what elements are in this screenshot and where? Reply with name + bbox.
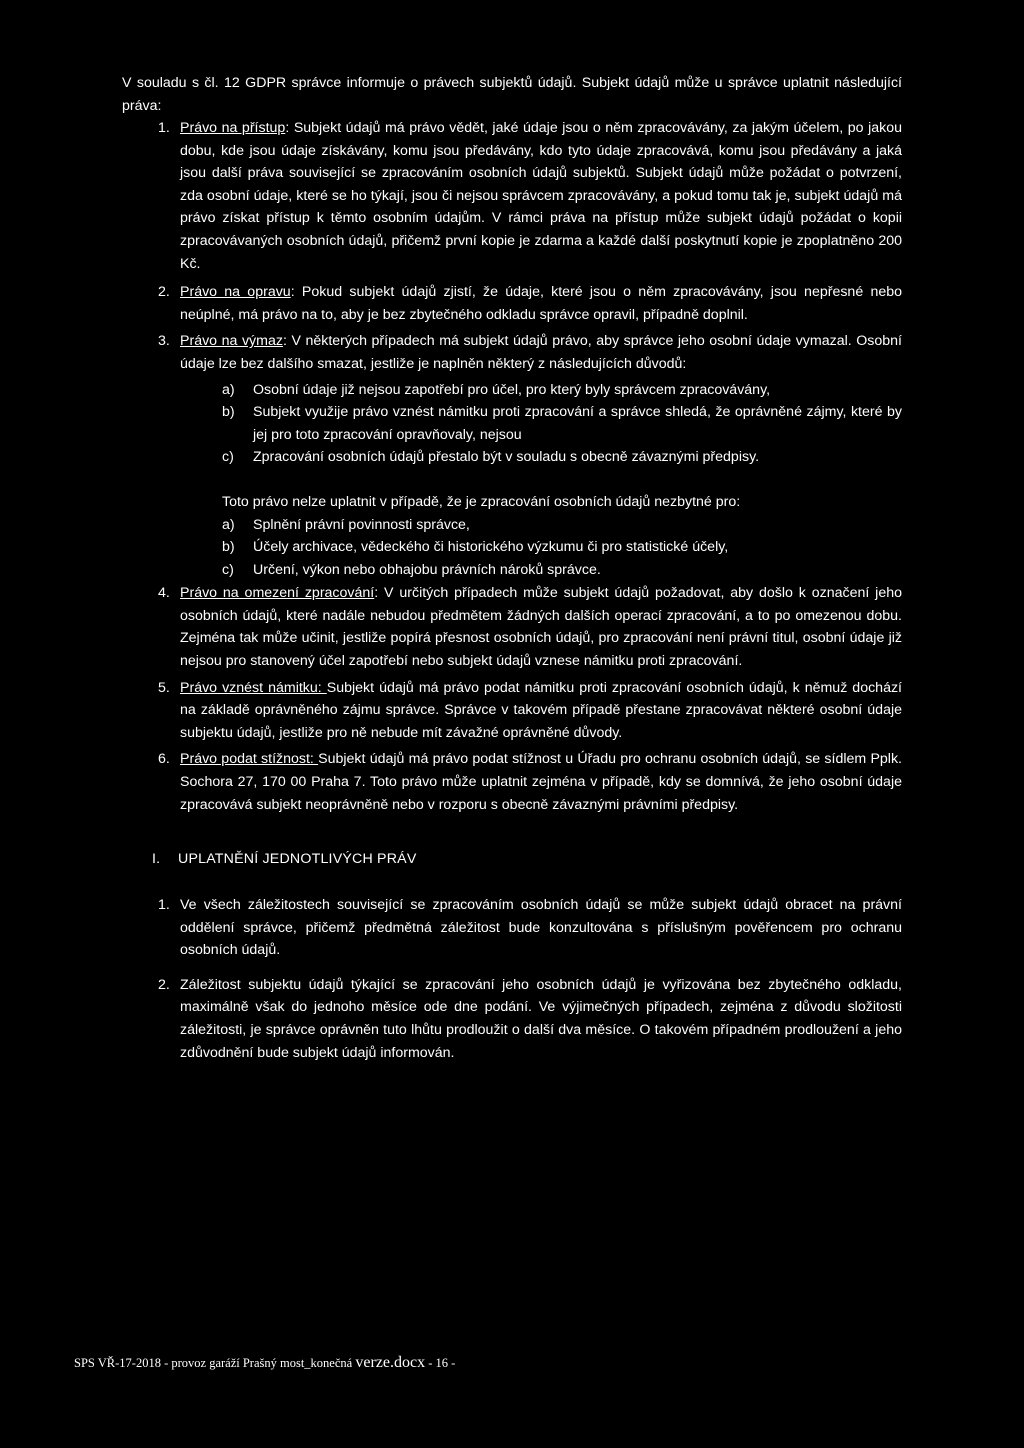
right-text: Pokud subjekt údajů zjistí, že údaje, které jsou o něm zpracovávány, jsou nepřesné nebo neúplné, má právo na to, aby je bez zbytečného odkladu správce opravil, případně doplnil. bbox=[180, 284, 903, 323]
list-item bbox=[222, 559, 902, 582]
item-number: 1. bbox=[158, 897, 170, 913]
right-separator: : bbox=[282, 333, 292, 350]
right-text: V některých případech má subjekt údajů právo, aby správce jeho osobní údaje vymazal. Osobní údaje lze bez dalšího smazat, jestliže je naplněn některý z následujících důvodů: bbox=[180, 333, 902, 372]
item-text: Ve všech záležitostech související se zpracováním osobních údajů se může subjekt údajů obracet na právní oddělení správce, přičemž předmětná záležitost bude konzultována s příslušným pověřencem pro ochranu osobních údajů. bbox=[180, 897, 902, 959]
rights-list bbox=[158, 117, 902, 817]
item-number: 6. bbox=[158, 751, 170, 768]
right-title: Právo vznést námitku: bbox=[180, 679, 327, 696]
right-text: Subjekt údajů má právo podat námitku proti zpracování osobních údajů, k němuž dochází na základě oprávněného zájmu správce. Správce v takovém případě přestane zpracovávat některé osobní údaje subjektu údajů, jestliže pro ně nebude mít závažné oprávněné důvody. bbox=[180, 679, 902, 741]
item-number: 3. bbox=[158, 333, 170, 350]
right-item-rectification bbox=[158, 281, 902, 326]
right-item-complaint bbox=[158, 748, 902, 816]
list-text: Osobní údaje již nejsou zapotřebí pro účel, pro který byly správcem zpracovávány, bbox=[253, 381, 771, 398]
list-letter: a) bbox=[222, 381, 235, 398]
list-item bbox=[222, 379, 902, 402]
right-item-objection bbox=[158, 677, 902, 745]
section-number: I. bbox=[152, 851, 161, 867]
right-title: Právo na opravu bbox=[180, 284, 291, 301]
list-item bbox=[222, 514, 902, 537]
right-title: Právo na přístup bbox=[180, 120, 286, 136]
item-text: Záležitost subjektu údajů týkající se zpracování jeho osobních údajů je vyřizována bez zbytečného odkladu, maximálně však do jednoho měsíce ode dne podání. Ve výjimečných případech, zejména z důvodu složitosti záležitosti, je správce oprávněn tuto lhůtu prodloužit o další dva měsíce. O takovém případném prodloužení a jeho zdůvodnění bude subjekt údajů informován. bbox=[180, 976, 902, 1061]
right-title: Právo na výmaz bbox=[180, 333, 283, 350]
erasure-exception-intro: Toto právo nelze uplatnit v případě, že je zpracování osobních údajů nezbytné pro: bbox=[222, 493, 741, 510]
list-text: Splnění právní povinnosti správce, bbox=[253, 516, 470, 533]
list-text: Účely archivace, vědeckého či historického výzkumu či pro statistické účely, bbox=[253, 539, 729, 556]
item-number: 1. bbox=[158, 120, 170, 136]
section-heading bbox=[152, 848, 417, 871]
list-letter: b) bbox=[222, 404, 235, 421]
list-text: Subjekt využije právo vznést námitku proti zpracování a správce shledá, že oprávněné zájmy, které by jej pro toto zpracování opravňovaly, nejsou bbox=[253, 404, 902, 443]
footer-text: SPS VŘ-17-2018 - provoz garáží Prašný most_konečná bbox=[74, 1356, 356, 1370]
item-number: 4. bbox=[158, 585, 170, 602]
section-title: UPLATNĚNÍ JEDNOTLIVÝCH PRÁV bbox=[178, 851, 417, 867]
right-title: Právo podat stížnost: bbox=[180, 751, 319, 768]
list-letter: c) bbox=[222, 449, 234, 466]
section-item bbox=[158, 974, 902, 1064]
footer-page-number: - 16 - bbox=[425, 1356, 456, 1370]
list-letter: a) bbox=[222, 516, 235, 533]
right-separator: : bbox=[290, 284, 302, 301]
right-text: Subjekt údajů má právo vědět, jaké údaje jsou o něm zpracovávány, za jakým účelem, po jakou dobu, kde jsou údaje získávány, komu jsou předávány, kdo tyto údaje zpracovává, komu jsou předávány a jaká jsou další práva související se zpracováním osobních údajů subjektů. Subjekt údajů může požádat o potvrzení, zda osobní údaje, které se ho týkají, jsou či nejsou správcem zpracovávány, a pokud tomu tak je, subjekt údajů má právo získat přístup k těmto osobním údajům. V rámci práva na přístup může subjekt údajů požádat o kopii zpracovávaných osobních údajů, přičemž první kopie je zdarma a každé další poskytnutí kopie je zpoplatněno 200 Kč. bbox=[180, 120, 902, 272]
right-text: V určitých případech může subjekt údajů požadovat, aby došlo k označení jeho osobních údajů, které nadále nebudou předmětem žádných dalších operací zpracování, a to po omezenou dobu. Zejména tak může učinit, jestliže popírá přesnost osobních údajů, pro zpracování není právní titul, osobní údaje již nejsou pro stanovený účel zapotřebí nebo subjekt údajů vznese námitku proti zpracování. bbox=[180, 585, 902, 670]
list-letter: b) bbox=[222, 539, 235, 556]
list-item bbox=[222, 446, 902, 469]
list-text: Určení, výkon nebo obhajobu právních nároků správce. bbox=[253, 561, 601, 578]
list-text: Zpracování osobních údajů přestalo být v souladu s obecně závaznými předpisy. bbox=[253, 449, 760, 466]
right-item-restriction bbox=[158, 582, 902, 672]
list-letter: c) bbox=[222, 561, 234, 578]
right-item-access bbox=[158, 117, 902, 275]
section-item bbox=[158, 894, 902, 962]
right-item-erasure bbox=[158, 330, 902, 581]
list-item bbox=[222, 401, 902, 446]
page-footer bbox=[74, 1352, 455, 1375]
section-items bbox=[158, 894, 902, 1065]
erasure-reasons-list bbox=[180, 379, 902, 469]
right-separator: : bbox=[285, 120, 294, 136]
item-number: 5. bbox=[158, 679, 170, 696]
item-number: 2. bbox=[158, 976, 170, 993]
intro-paragraph: V souladu s čl. 12 GDPR správce informuje o právech subjektů údajů. Subjekt údajů může u správce uplatnit následující práva: bbox=[122, 75, 902, 114]
right-separator: : bbox=[374, 585, 385, 602]
footer-filename-ext: verze.docx bbox=[355, 1354, 426, 1371]
erasure-exceptions-list bbox=[180, 514, 902, 582]
item-number: 2. bbox=[158, 284, 170, 301]
right-title: Právo na omezení zpracování bbox=[180, 585, 375, 602]
right-text: Subjekt údajů má právo podat stížnost u Úřadu pro ochranu osobních údajů, se sídlem Pplk. Sochora 27, 170 00 Praha 7. Toto právo může uplatnit zejména v případě, kdy se domnívá, že jeho osobní údaje zpracovává subjekt neoprávněně nebo v rozporu s obecně závaznými právními předpisy. bbox=[180, 751, 902, 813]
list-item bbox=[222, 536, 902, 559]
